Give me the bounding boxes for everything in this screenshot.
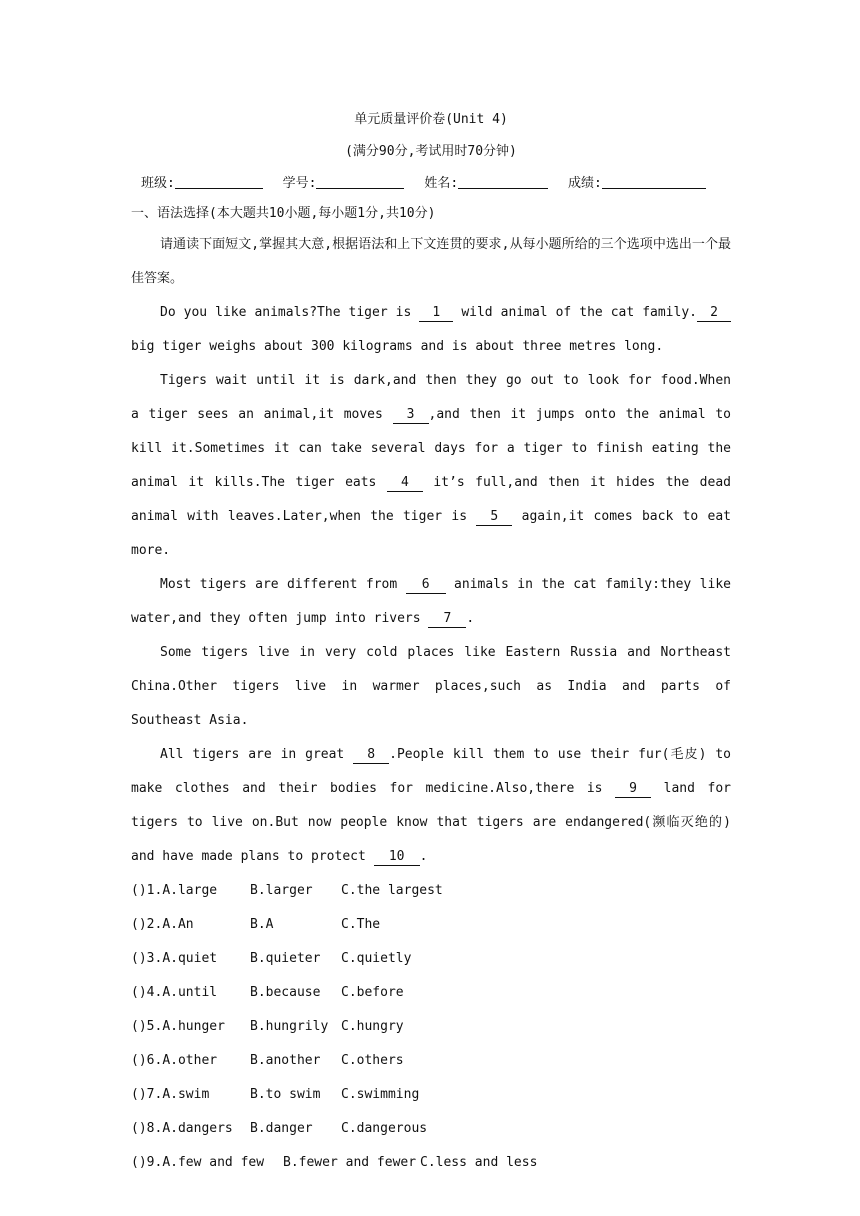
- passage-paragraph-5: All tigers are in great 8 .People kill them to use their fur(毛皮) to make clothes and their bodies for medicine.Also,there is 9 land for tigers to live on.But now people know that tigers are endangered(濒临灭绝的) and have made plans to protect 10 .: [131, 747, 732, 864]
- exam-subtitle: (满分90分,考试用时70分钟): [345, 144, 517, 159]
- score-field: 成绩:: [568, 174, 706, 194]
- class-blank[interactable]: [175, 174, 263, 189]
- blank-6: 6: [406, 577, 446, 594]
- option-a[interactable]: ()7.A.swim: [131, 1087, 210, 1102]
- name-field: 姓名:: [424, 174, 548, 194]
- option-a[interactable]: ()3.A.quiet: [131, 951, 218, 966]
- option-b[interactable]: B.larger: [250, 883, 313, 898]
- option-b[interactable]: B.to swim: [250, 1087, 321, 1102]
- option-c[interactable]: C.hungry: [341, 1019, 404, 1034]
- section-heading: 一、语法选择(本大题共10小题,每小题1分,共10分): [131, 206, 436, 221]
- option-b[interactable]: B.quieter: [250, 951, 321, 966]
- passage-paragraph-2: Tigers wait until it is dark,and then they go out to look for food.When a tiger sees an animal,it moves 3 ,and then it jumps onto the animal to kill it.Sometimes it can take several days for a tiger to finish eating the animal it kills.The tiger eats 4 it’s full,and then it hides the dead animal with leaves.Later,when the tiger is 5 again,it comes back to eat more.: [131, 373, 731, 558]
- question-row: [131, 1078, 731, 1112]
- passage-paragraph-1: Do you like animals?The tiger is 1 wild animal of the cat family. 2 big tiger weighs about 300 kilograms and is about three metres long.: [131, 296, 731, 364]
- passage-paragraph-4: Some tigers live in very cold places like Eastern Russia and Northeast China.Other tigers live in warmer places,such as India and parts of Southeast Asia.: [131, 645, 731, 728]
- name-blank[interactable]: [458, 174, 548, 189]
- option-c[interactable]: C.less and less: [420, 1155, 538, 1170]
- blank-3: 3: [393, 407, 429, 424]
- option-b[interactable]: B.another: [250, 1053, 321, 1068]
- blank-1: 1: [419, 305, 453, 322]
- option-b[interactable]: B.fewer and fewer: [283, 1155, 417, 1170]
- option-a[interactable]: ()8.A.dangers: [131, 1121, 233, 1136]
- blank-10: 10: [374, 849, 420, 866]
- question-row: [131, 1112, 731, 1146]
- question-list: [131, 874, 731, 1180]
- blank-7: 7: [428, 611, 466, 628]
- blank-5: 5: [476, 509, 512, 526]
- option-c[interactable]: C.before: [341, 985, 404, 1000]
- student-number-field: 学号:: [283, 174, 405, 194]
- score-blank[interactable]: [602, 174, 706, 189]
- option-c[interactable]: C.quietly: [341, 951, 412, 966]
- blank-9: 9: [615, 781, 651, 798]
- blank-2: 2: [697, 305, 731, 322]
- option-a[interactable]: ()5.A.hunger: [131, 1019, 225, 1034]
- question-row: [131, 1044, 731, 1078]
- exam-page: [131, 104, 731, 1180]
- option-b[interactable]: B.because: [250, 985, 321, 1000]
- option-a[interactable]: ()6.A.other: [131, 1053, 218, 1068]
- option-a[interactable]: ()4.A.until: [131, 985, 218, 1000]
- instruction-text: 请通读下面短文,掌握其大意,根据语法和上下文连贯的要求,从每小题所给的三个选项中选出一个最佳答案。: [131, 237, 731, 286]
- question-row: [131, 874, 731, 908]
- passage-paragraph-3: Most tigers are different from 6 animals in the cat family:they like water,and they often jump into rivers 7 .: [131, 577, 731, 626]
- blank-4: 4: [387, 475, 423, 492]
- question-row: [131, 908, 731, 942]
- option-c[interactable]: C.swimming: [341, 1087, 420, 1102]
- option-a[interactable]: ()1.A.large: [131, 883, 218, 898]
- student-info-row: [141, 174, 741, 194]
- option-c[interactable]: C.The: [341, 917, 381, 932]
- student-number-blank[interactable]: [316, 174, 404, 189]
- option-b[interactable]: B.hungrily: [250, 1019, 329, 1034]
- option-c[interactable]: C.others: [341, 1053, 404, 1068]
- question-row: [131, 1146, 731, 1180]
- question-row: [131, 1010, 731, 1044]
- blank-8: 8: [353, 747, 389, 764]
- option-a[interactable]: ()9.A.few and few: [131, 1155, 265, 1170]
- option-c[interactable]: C.the largest: [341, 883, 443, 898]
- option-a[interactable]: ()2.A.An: [131, 917, 194, 932]
- option-c[interactable]: C.dangerous: [341, 1121, 428, 1136]
- class-field: 班级:: [141, 174, 263, 194]
- question-row: [131, 942, 731, 976]
- option-b[interactable]: B.danger: [250, 1121, 313, 1136]
- exam-title: 单元质量评价卷(Unit 4): [354, 112, 508, 127]
- option-b[interactable]: B.A: [250, 917, 274, 932]
- question-row: [131, 976, 731, 1010]
